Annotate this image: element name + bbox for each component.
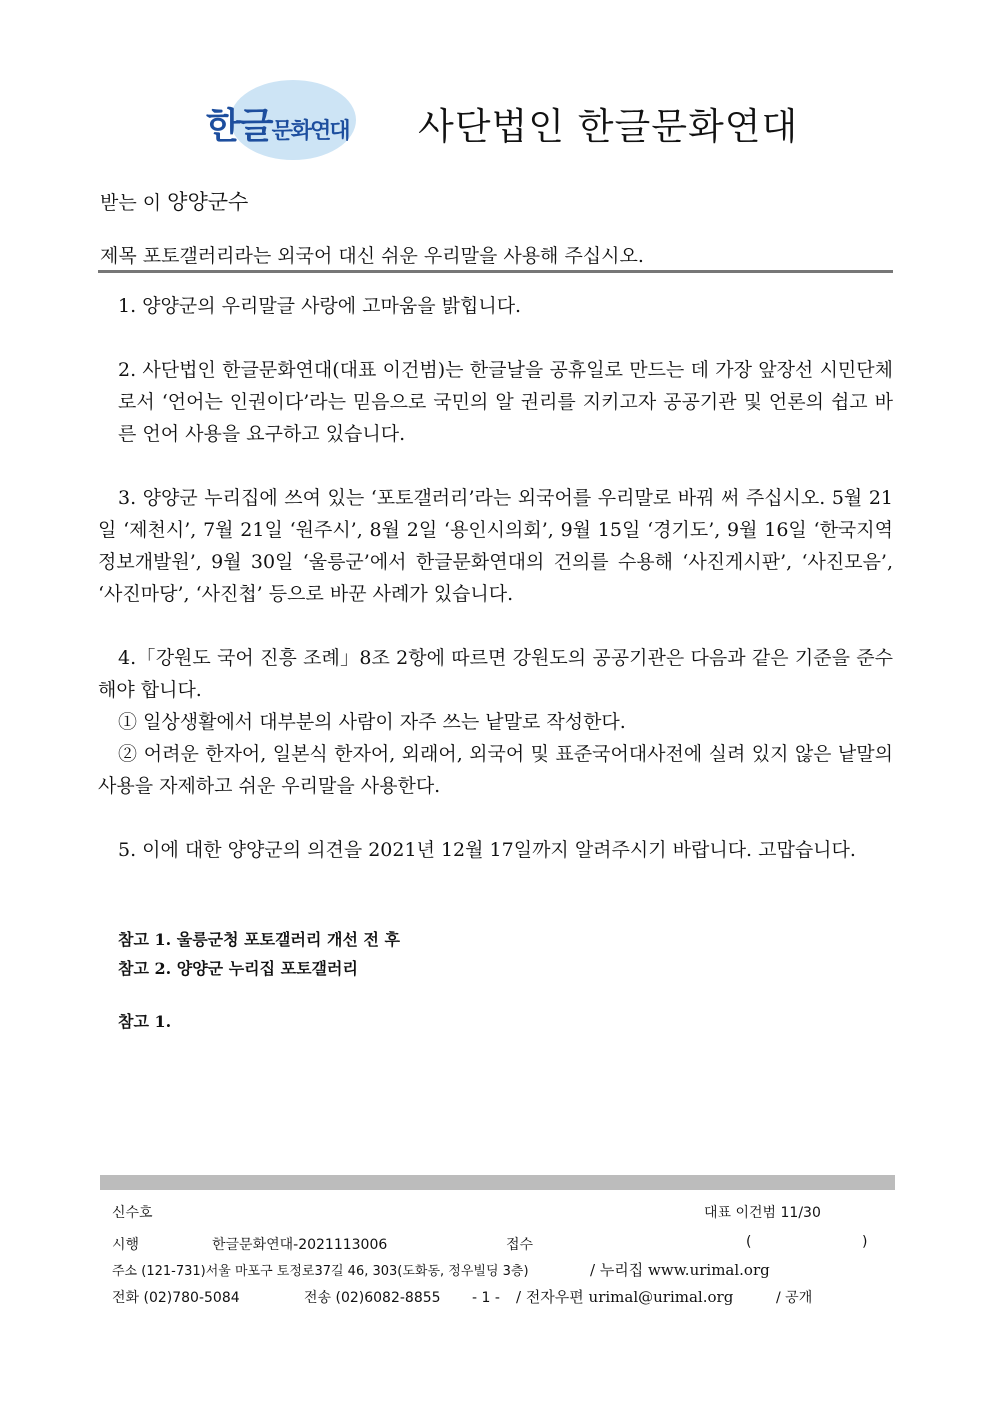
address: 주소 (121-731)서울 마포구 토정로37길 46, 303(도화동, 정우빌딩 3층) [112, 1264, 529, 1279]
logo-main: 한글 [206, 106, 272, 147]
sinsuho: 신수호 [112, 1205, 153, 1221]
recipient-line [100, 186, 248, 216]
criterion-2-text: ② 어려운 한자어, 일본식 한자어, 외래어, 외국어 및 표준국어대사전에 실려 있지 않은 낱말의 사용을 자제하고 쉬운 우리말을 사용한다. [98, 743, 893, 797]
header-divider [98, 270, 893, 273]
reference-2: 참고 2. 양양군 누리집 포토갤러리 [118, 959, 358, 978]
paragraph-2 [98, 354, 893, 450]
paragraph-4 [98, 642, 893, 706]
criterion-2 [98, 738, 893, 802]
recipient-label: 받는 이 [100, 192, 162, 214]
references [118, 925, 400, 1036]
recipient-value: 양양군수 [167, 190, 249, 214]
paragraph-3 [98, 482, 893, 610]
website: / 누리집 www.urimal.org [590, 1261, 770, 1279]
reference-1: 참고 1. 울릉군청 포토갤러리 개선 전 후 [118, 930, 400, 949]
paragraph-4-text: 4.「강원도 국어 진흥 조례」8조 2항에 따르면 강원도의 공공기관은 다음과 같은 기준을 준수해야 합니다. [98, 647, 893, 701]
subject-line [100, 241, 644, 268]
logo-rest: 문화연대 [271, 119, 349, 144]
footer-divider [100, 1175, 895, 1190]
paragraph-3-text: 3. 양양군 누리집에 쓰여 있는 ‘포토갤러리’라는 외국어를 우리말로 바꿔 써 주십시오. 5월 21일 ‘제천시’, 7월 21일 ‘원주시’, 8월 2일 ‘용인시의회’, 9월 15일 ‘경기도’, 9월 16일 ‘한국지역정보개발원’, 9월 30일 ‘울릉군’에서 한글문화연대의 건의를 수용해 ‘사진게시판’, ‘사진모음’, ‘사진마당’, ‘사진첩’ 등으로 바꾼 사례가 있습니다. [98, 487, 893, 605]
fax: 전송 (02)6082-8855 [304, 1290, 441, 1306]
logo [196, 78, 396, 162]
jeopsu-paren-open: ( [746, 1234, 752, 1250]
letter-body [98, 290, 893, 866]
paragraph-2-text: 2. 사단법인 한글문화연대(대표 이건범)는 한글날을 공휴일로 만드는 데 가장 앞장선 시민단체로서 ‘언어는 인권이다’라는 믿음으로 국민의 알 권리를 지키고자 공공기관 및 언론의 쉽고 바른 언어 사용을 요구하고 있습니다. [118, 359, 893, 445]
org-title: 사단법인 한글문화연대 [418, 105, 799, 148]
jeopsu-paren-close: ) [862, 1234, 868, 1250]
reference-3: 참고 1. [118, 1012, 172, 1031]
document-number: 한글문화연대-2021113006 [212, 1237, 388, 1253]
subject-label: 제목 [100, 245, 137, 267]
subject-value: 포토갤러리라는 외국어 대신 쉬운 우리말을 사용해 주십시오. [142, 245, 644, 267]
public-status: / 공개 [776, 1290, 813, 1306]
paragraph-5-text: 5. 이에 대한 양양군의 의견을 2021년 12월 17일까지 알려주시기 바랍니다. 고맙습니다. [118, 839, 856, 861]
paragraph-1: 1. 양양군의 우리말글 사랑에 고마움을 밝힙니다. [118, 295, 522, 317]
email: / 전자우편 urimal@urimal.org [516, 1288, 734, 1306]
phone: 전화 (02)780-5084 [112, 1290, 240, 1306]
logo-text [206, 98, 349, 149]
sihaeng-label: 시행 [112, 1237, 140, 1253]
paragraph-5 [98, 834, 893, 866]
jeopsu-label: 접수 [506, 1237, 534, 1253]
representative: 대표 이건범 11/30 [704, 1205, 821, 1221]
page-number: - 1 - [472, 1290, 500, 1306]
criterion-1: ① 일상생활에서 대부분의 사람이 자주 쓰는 낱말로 작성한다. [118, 711, 626, 733]
